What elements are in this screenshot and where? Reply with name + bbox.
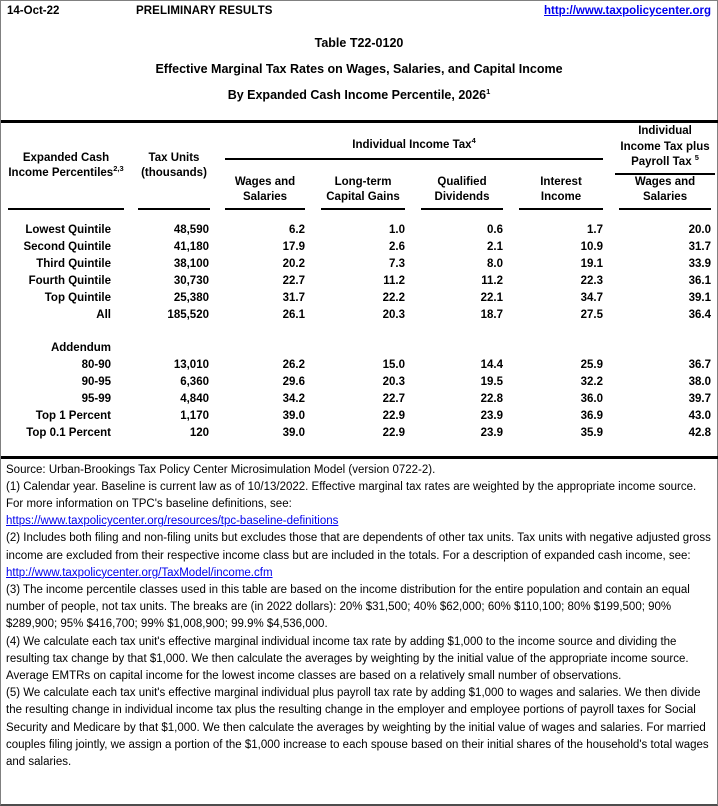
value-cell: 1,170 [180, 409, 209, 422]
sub-header-text: Dividends [434, 190, 490, 203]
sub-header-wages-salaries [217, 175, 313, 210]
table-title: Effective Marginal Tax Rates on Wages, Salaries, and Capital Income [155, 62, 563, 76]
value-cell: 18.7 [480, 308, 503, 321]
value-cell: 29.6 [282, 375, 305, 388]
value-cell: 22.8 [480, 392, 503, 405]
sub-header-text: Wages and [234, 175, 296, 188]
sub-header-text: Capital Gains [326, 190, 400, 203]
subtitle-text: By Expanded Cash Income Percentile, 2026 [227, 88, 487, 102]
footnote-3: (3) The income percentile classes used in this table are based on the income distribution for the entire population and contain an equal number of people, not tax units. The breaks are (in 2022 dollars): 20% $31,500; 40% $62,000; 60% $110,100; 80% $199,500; 90% $289,900; 95% $416,700; 99% $1,008,900; 99.9% $4,536,000. [6, 583, 690, 631]
value-cell: 48,590 [173, 223, 209, 236]
value-cell: 26.2 [282, 358, 305, 371]
value-cell [217, 340, 313, 357]
value-cell: 27.5 [580, 308, 604, 321]
value-cell: 11.2 [481, 274, 503, 287]
value-cell: 22.1 [480, 291, 503, 304]
value-cell [611, 340, 718, 357]
footnote-ref-5: 5 [694, 153, 699, 163]
value-cell: 22.9 [382, 409, 405, 422]
value-cell: 17.9 [282, 240, 305, 253]
col7-header-line1: Individual [638, 125, 692, 137]
value-cell: 33.9 [688, 257, 712, 270]
value-cell: 36.4 [688, 308, 712, 321]
row-label: Top 0.1 Percent [26, 426, 111, 439]
table-row [1, 391, 718, 408]
sub-header-text: Long-term [334, 175, 392, 188]
table-row [1, 256, 718, 273]
value-cell: 8.0 [487, 257, 503, 270]
value-cell [217, 324, 313, 340]
site-link[interactable]: http://www.taxpolicycenter.org [544, 5, 711, 17]
value-cell: 4,840 [180, 392, 209, 405]
value-cell [131, 324, 217, 340]
value-cell: 1.0 [389, 223, 405, 236]
value-cell: 39.0 [282, 409, 305, 422]
value-cell [313, 340, 413, 357]
row-label: 80-90 [81, 358, 111, 371]
row-label: Top 1 Percent [35, 409, 111, 422]
row-label: Fourth Quintile [28, 274, 111, 287]
value-cell: 0.6 [487, 223, 503, 236]
row-label: Lowest Quintile [25, 223, 111, 236]
row-label: 90-95 [81, 375, 111, 388]
value-cell: 36.7 [688, 358, 712, 371]
title-block [1, 36, 717, 103]
value-cell: 14.4 [480, 358, 503, 371]
row-label: All [96, 308, 111, 321]
footnote-ref-1: 1 [486, 86, 491, 96]
value-cell: 15.0 [382, 358, 405, 371]
value-cell: 120 [189, 426, 209, 439]
value-cell: 35.9 [580, 426, 604, 439]
preliminary-label: PRELIMINARY RESULTS [136, 5, 273, 17]
table-body [1, 210, 718, 458]
footnote-ref-4: 4 [471, 135, 476, 145]
value-cell: 34.2 [282, 392, 305, 405]
sub-header-text: Qualified [437, 175, 487, 188]
sub-header-text: Interest [540, 175, 582, 188]
spacer-row [1, 324, 718, 340]
value-cell: 34.7 [580, 291, 604, 304]
value-cell: 22.2 [382, 291, 405, 304]
group-header-individual-income-tax [217, 122, 611, 175]
value-cell [511, 324, 611, 340]
footnote-1: (1) Calendar year. Baseline is current law as of 10/13/2022. Effective marginal tax rates are weighted by the appropriate income source. For more information on TPC's baseline definitions, see: [6, 480, 697, 510]
table-number: Table T22-0120 [314, 36, 404, 50]
col-header-percentiles [1, 122, 131, 210]
percentiles-header-line2: Income Percentiles [8, 167, 114, 180]
sub-header-interest-income [511, 175, 611, 210]
tax-units-header-line2: (thousands) [141, 167, 207, 180]
value-cell: 2.1 [487, 240, 503, 253]
table-row [1, 273, 718, 290]
table-row [1, 340, 718, 357]
value-cell: 30,730 [173, 274, 209, 287]
value-cell: 31.7 [688, 240, 712, 253]
table-row [1, 239, 718, 256]
value-cell [511, 340, 611, 357]
value-cell: 7.3 [389, 257, 405, 270]
value-cell: 25.9 [580, 358, 604, 371]
value-cell [131, 340, 217, 357]
value-cell: 20.2 [282, 257, 305, 270]
value-cell: 11.2 [383, 274, 405, 287]
top-bar [1, 1, 717, 23]
table-row [1, 374, 718, 391]
row-label: Top Quintile [44, 291, 111, 304]
value-cell: 36.1 [688, 274, 712, 287]
value-cell: 25,380 [173, 291, 209, 304]
source-note: Source: Urban-Brookings Tax Policy Center Microsimulation Model (version 0722-2). [6, 463, 436, 476]
table-row [1, 425, 718, 458]
table-subtitle [1, 88, 717, 103]
table-row [1, 408, 718, 425]
value-cell: 36.9 [580, 409, 604, 422]
sub-header-capital-gains [313, 175, 413, 210]
table-row [1, 307, 718, 324]
value-cell: 13,010 [173, 358, 209, 371]
percentiles-header-line1: Expanded Cash [22, 152, 110, 165]
table-row [1, 357, 718, 374]
footnotes [1, 459, 717, 772]
table-header [1, 122, 718, 210]
emtr-table [1, 120, 718, 459]
footnote-ref-2-3: 2,3 [113, 164, 124, 174]
row-label: Third Quintile [36, 257, 111, 270]
value-cell: 41,180 [173, 240, 209, 253]
baseline-definitions-link[interactable]: https://www.taxpolicycenter.org/resources/tpc-baseline-definitions [6, 515, 339, 528]
value-cell: 19.5 [480, 375, 503, 388]
sub-header-text: Salaries [242, 190, 288, 203]
value-cell: 22.7 [282, 274, 305, 287]
value-cell [611, 324, 718, 340]
row-label: 95-99 [81, 392, 111, 405]
value-cell: 1.7 [587, 223, 604, 236]
value-cell [313, 324, 413, 340]
group-header-text: Individual Income Tax [352, 138, 472, 151]
income-definition-link[interactable]: http://www.taxpolicycenter.org/TaxModel/income.cfm [6, 566, 273, 579]
value-cell: 20.3 [382, 308, 405, 321]
table-row [1, 290, 718, 307]
value-cell: 26.1 [282, 308, 305, 321]
value-cell: 6,360 [180, 375, 209, 388]
row-label: Second Quintile [23, 240, 111, 253]
value-cell [413, 324, 511, 340]
sub-header-qualified-dividends [413, 175, 511, 210]
sub-header-text: Wages and [634, 175, 696, 188]
value-cell: 43.0 [688, 409, 712, 422]
value-cell: 19.1 [580, 257, 604, 270]
row-label: Addendum [50, 341, 111, 354]
value-cell: 6.2 [289, 223, 305, 236]
row-label [1, 324, 131, 340]
value-cell: 23.9 [480, 426, 503, 439]
value-cell: 10.9 [580, 240, 604, 253]
value-cell: 20.3 [382, 375, 405, 388]
value-cell: 22.7 [382, 392, 405, 405]
value-cell: 38.0 [688, 375, 712, 388]
value-cell: 23.9 [480, 409, 503, 422]
col7-header-line2: Income Tax plus [620, 140, 710, 153]
value-cell: 42.8 [688, 426, 712, 439]
group-header-iit-plus-payroll [611, 122, 718, 175]
sub-header-wages-salaries-payroll [611, 175, 718, 210]
value-cell: 31.7 [282, 291, 305, 304]
tax-units-header-line1: Tax Units [148, 152, 200, 165]
value-cell: 38,100 [173, 257, 209, 270]
value-cell: 2.6 [389, 240, 405, 253]
value-cell: 32.2 [580, 375, 604, 388]
value-cell: 22.3 [580, 274, 604, 287]
value-cell: 185,520 [167, 308, 209, 321]
sub-header-text: Salaries [642, 190, 688, 203]
value-cell: 39.7 [688, 392, 712, 405]
value-cell [413, 340, 511, 357]
footnote-5: (5) We calculate each tax unit's effective marginal individual plus payroll tax rate by adding $1,000 to wages and salaries. We then divide the resulting change in individual income tax plus the resulting change in the employer and employee portions of payroll taxes for Social Security and Medicare by that $1,000. We then calculate the averages by weighting by the initial value of wages and salaries. For married couples filing jointly, we assign a portion of the $1,000 increase to each spouse based on their initial shares of the household's total wages and salaries. [6, 687, 709, 768]
col7-header-line3: Payroll Tax [631, 156, 695, 168]
footnote-4: (4) We calculate each tax unit's effective marginal individual income tax rate by adding $1,000 to the income source and dividing the resulting tax change by that $1,000. We then calculate the averages by weighting by the initial value of the appropriate income source. Average EMTRs on capital income for the lowest income classes are based on a relatively small number of observations. [6, 635, 689, 682]
table-row [1, 210, 718, 239]
col-header-tax-units [131, 122, 217, 210]
value-cell: 39.1 [688, 291, 712, 304]
report-date: 14-Oct-22 [7, 5, 60, 17]
value-cell: 36.0 [580, 392, 604, 405]
value-cell: 39.0 [282, 426, 305, 439]
value-cell: 22.9 [382, 426, 405, 439]
value-cell: 20.0 [688, 223, 712, 236]
sub-header-text: Income [540, 190, 582, 203]
footnote-2: (2) Includes both filing and non-filing units but excludes those that are dependents of other tax units. Tax units with negative adjusted gross income are excluded from their respective income class but are included in the totals. For a description of expanded cash income, see: [6, 532, 711, 562]
